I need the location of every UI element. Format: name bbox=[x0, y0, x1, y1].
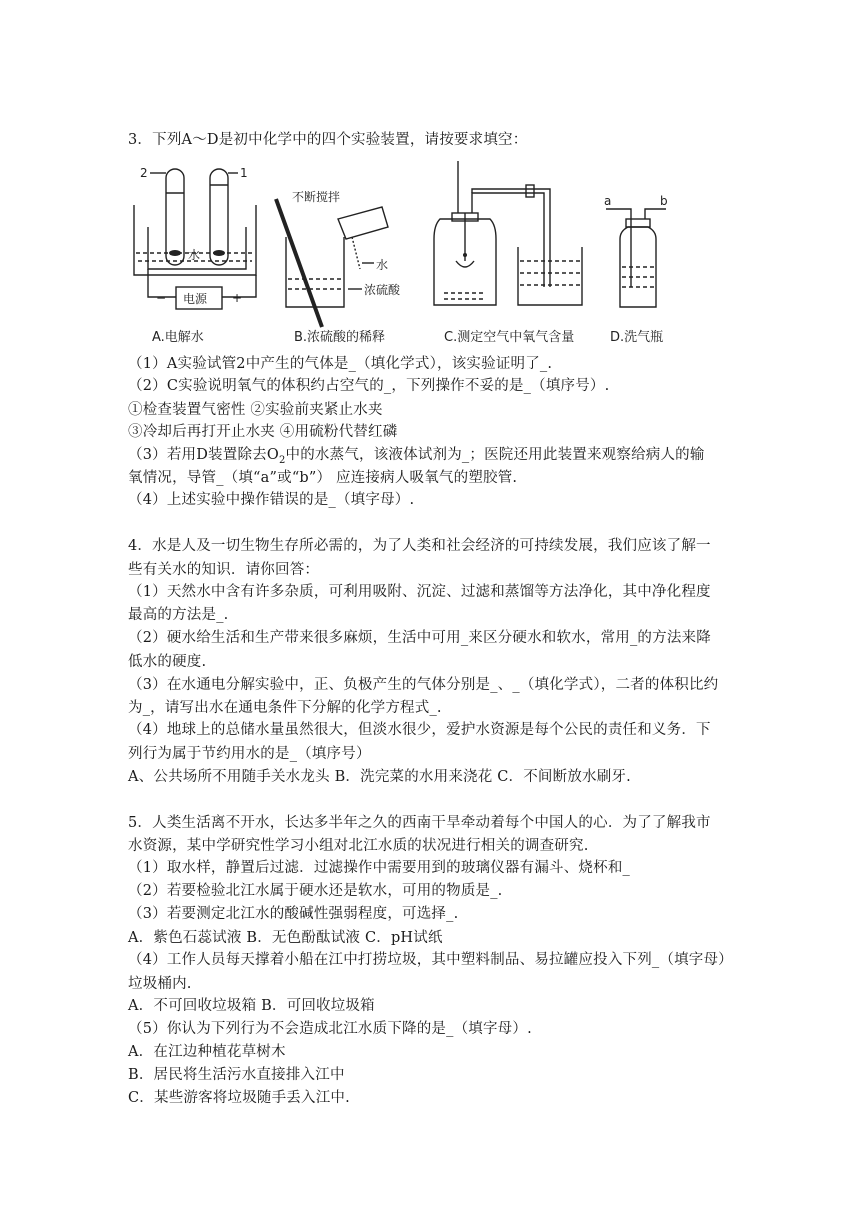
caption-b: B.浓硫酸的稀释 bbox=[294, 330, 386, 345]
caption-a: A.电解水 bbox=[152, 330, 204, 345]
q3-part-1: （1）A实验试管2中产生的气体是_（填化学式），该实验证明了_. bbox=[128, 356, 553, 372]
q5-part-1: （1）取水样，静置后过滤．过滤操作中需要用到的玻璃仪器有漏斗、烧杯和_ bbox=[128, 860, 630, 876]
q3-options-1-2: ①检查装置气密性 ②实验前夹紧止水夹 bbox=[128, 402, 383, 418]
plus-sign: + bbox=[232, 291, 243, 305]
tube-1-label: 1 bbox=[240, 166, 248, 180]
q5-option-c: C．某些游客将垃圾随手丢入江中. bbox=[128, 1090, 350, 1106]
q3-part-4: （4）上述实验中操作错误的是_（填字母）. bbox=[128, 492, 415, 508]
tube-2-label: 2 bbox=[140, 166, 148, 180]
q4-part-2-line2: 低水的硬度. bbox=[128, 654, 207, 670]
minus-sign: − bbox=[156, 291, 167, 305]
q4-part-4-line1: （4）地球上的总储水量虽然很大，但淡水很少，爱护水资源是每个公民的责任和义务．下 bbox=[128, 722, 711, 738]
caption-c: C.测定空气中氧气含量 bbox=[444, 330, 575, 345]
q3-part-3-line1: （3）若用D装置除去$O_2$中的水蒸气，该液体试剂为_；医院还用此装置来观察给病人的输 bbox=[128, 447, 705, 466]
q3-part-3-line2: 氧情况，导管_（填“a”或“b”） 应连接病人吸氧气的塑胶管. bbox=[128, 470, 518, 486]
q5-part-4-line2: 垃圾桶内. bbox=[128, 976, 192, 992]
water-label-b: 水 bbox=[376, 258, 389, 272]
q4-part-3-line2: 为_，请写出水在通电条件下分解的化学方程式_. bbox=[128, 700, 442, 716]
q5-part-5: （5）你认为下列行为不会造成北江水质下降的是_（填字母）. bbox=[128, 1021, 532, 1037]
q5-intro-line2: 水资源，某中学研究性学习小组对北江水质的状况进行相关的调查研究. bbox=[128, 838, 589, 854]
q4-intro-line1: 4．水是人及一切生物生存所必需的，为了人类和社会经济的可持续发展，我们应该了解一 bbox=[128, 538, 711, 554]
q3-part-2: （2）C实验说明氧气的体积约占空气的_，下列操作不妥的是_（填序号）. bbox=[128, 378, 610, 394]
q4-part-1-line2: 最高的方法是_. bbox=[128, 607, 229, 623]
tube-b-label: b bbox=[660, 194, 668, 208]
q5-part-2: （2）若要检验北江水属于硬水还是软水，可用的物质是_. bbox=[128, 883, 503, 899]
q5-part-4-options: A．不可回收垃圾箱 B．可回收垃圾箱 bbox=[128, 998, 375, 1014]
q5-part-4-line1: （4）工作人员每天撑着小船在江中打捞垃圾，其中塑料制品、易拉罐应投入下列_（填字母） bbox=[128, 952, 733, 968]
q4-intro-line2: 些有关水的知识．请你回答： bbox=[128, 562, 320, 578]
water-label-a: 水 bbox=[188, 248, 201, 262]
stir-label: 不断搅拌 bbox=[292, 190, 341, 204]
q4-options: A、公共场所不用随手关水龙头 B．洗完菜的水用来浇花 C．不间断放水刷牙. bbox=[128, 769, 631, 785]
caption-d: D.洗气瓶 bbox=[610, 330, 664, 345]
q5-part-3-options: A．紫色石蕊试液 B．无色酚酞试液 C．pH试纸 bbox=[128, 930, 443, 946]
acid-label: 浓硫酸 bbox=[364, 283, 401, 297]
q3-apparatus-figure bbox=[126, 157, 706, 347]
q4-part-1-line1: （1）天然水中含有许多杂质，可利用吸附、沉淀、过滤和蒸馏等方法净化，其中净化程度 bbox=[128, 584, 711, 600]
q3-intro: 3．下列A～D是初中化学中的四个实验装置，请按要求填空： bbox=[128, 132, 528, 148]
q5-part-3: （3）若要测定北江水的酸碱性强弱程度，可选择_. bbox=[128, 906, 459, 922]
q5-option-a: A．在江边种植花草树木 bbox=[128, 1044, 286, 1060]
power-source-label: 电源 bbox=[183, 292, 208, 306]
q4-part-2-line1: （2）硬水给生活和生产带来很多麻烦，生活中可用_来区分硬水和软水，常用_的方法来降 bbox=[128, 630, 711, 646]
q3-options-3-4: ③冷却后再打开止水夹 ④用硫粉代替红磷 bbox=[128, 424, 398, 440]
q5-intro-line1: 5．人类生活离不开水，长达多半年之久的西南干旱牵动着每个中国人的心．为了了解我市 bbox=[128, 815, 711, 831]
q5-option-b: B．居民将生活污水直接排入江中 bbox=[128, 1067, 345, 1083]
tube-a-label: a bbox=[604, 194, 612, 208]
q4-part-4-line2: 列行为属于节约用水的是_（填序号） bbox=[128, 746, 371, 762]
q4-part-3-line1: （3）在水通电分解实验中，正、负极产生的气体分别是_、_（填化学式），二者的体积比约 bbox=[128, 677, 719, 693]
